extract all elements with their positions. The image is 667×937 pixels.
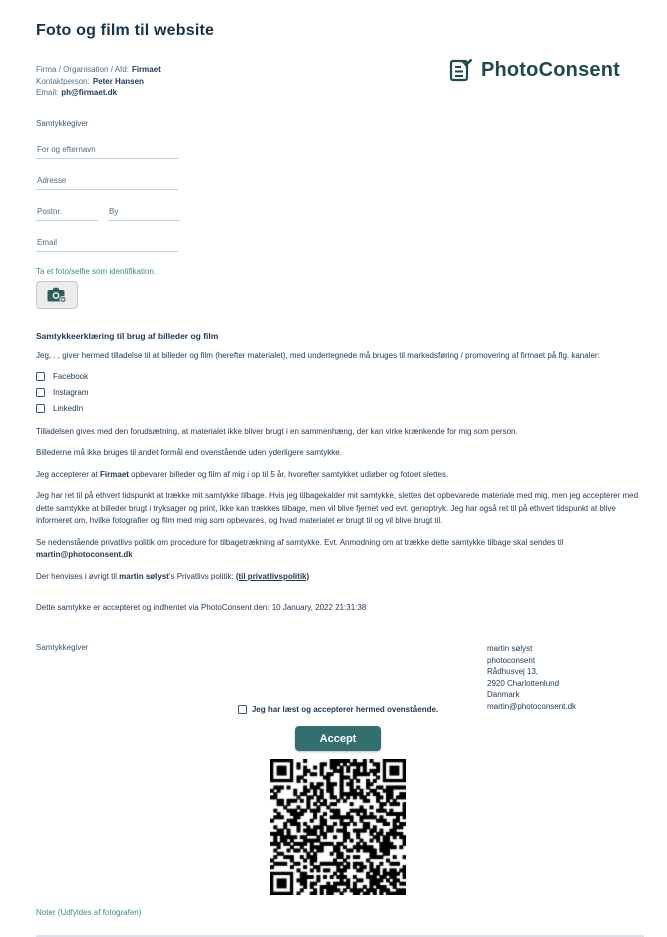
email-input[interactable] xyxy=(36,234,178,252)
privacy-policy-link[interactable]: (til privatlivspolitik) xyxy=(235,571,310,581)
address-field-wrap xyxy=(36,172,640,190)
signature-giver-label: Samtykkegiver xyxy=(36,643,89,652)
contact-value: Peter Hansen xyxy=(92,76,144,86)
accept-terms-checkbox[interactable] xyxy=(238,705,247,714)
p5-withdraw-email: martin@photoconsent.dk xyxy=(36,550,133,559)
p3-company-bold: Firmaet xyxy=(100,469,129,479)
p5-pre: Se nedenstående privatlivs politik om procedure for tilbagetrækning af samtykke. Evt. Anmodning om at trække dette samtykke tilbage skal sendes til xyxy=(36,537,564,547)
photoconsent-logo xyxy=(447,57,620,84)
consent-paragraph-1: Tilladelsen gives med den forudsætning, at materialet ikke bliver brugt i en sammenhæng, der kan virke krænkende for mig som person. xyxy=(36,426,518,436)
channel-checkbox-group xyxy=(36,369,640,417)
camera-plus-icon xyxy=(46,286,68,303)
contact-label: Kontaktperson: xyxy=(36,76,90,86)
channel-row-instagram xyxy=(36,385,640,401)
company-email-value: ph@firmaet.dk xyxy=(61,88,118,97)
issuer-country: Danmark xyxy=(487,690,520,699)
consent-paragraph-5 xyxy=(36,537,640,562)
linkedin-checkbox[interactable] xyxy=(36,404,45,413)
p3-pre: Jeg accepterer at xyxy=(36,469,101,479)
instagram-checkbox[interactable] xyxy=(36,388,45,397)
logo-wordmark: PhotoConsent xyxy=(480,59,620,81)
consent-declaration-heading: Samtykkeerklæring til brug af billeder og film xyxy=(36,330,219,341)
full-name-input[interactable] xyxy=(36,141,178,159)
consent-intro-text: Jeg, . , giver hermed tilladelse til at billeder og film (herefter materialet), med undertegnede må bruges til markedsføring / promovering af firmaet på flg. kanaler: xyxy=(36,350,600,360)
qr-code-wrap xyxy=(36,759,640,895)
consent-timestamp: Dette samtykke er accepteret og indhentet via PhotoConsent den: 10 January, 2022 21:31:38 xyxy=(36,603,367,612)
channel-row-facebook xyxy=(36,369,640,385)
issuer-company: photoconsent xyxy=(487,655,536,665)
issuer-name: martin sølyst xyxy=(487,644,533,653)
signature-row xyxy=(36,643,640,712)
facebook-checkbox[interactable] xyxy=(36,372,45,381)
p6-mid: 's Privatlivs politik: xyxy=(168,571,236,581)
zip-input[interactable] xyxy=(36,203,98,221)
p3-post: opbevarer billeder og film af mig i op til 5 år, hvorefter samtykket udløber og fotoet slettes. xyxy=(128,469,449,479)
linkedin-label: LinkedIn xyxy=(53,404,84,413)
notes-input[interactable] xyxy=(36,917,644,937)
consent-document-icon xyxy=(447,57,474,84)
consent-paragraph-6 xyxy=(36,571,640,584)
qr-code xyxy=(270,759,406,895)
take-photo-button[interactable] xyxy=(36,281,78,309)
accept-button-wrap xyxy=(36,726,640,751)
consent-paragraph-3 xyxy=(36,469,640,482)
facebook-label: Facebook xyxy=(53,372,89,381)
p6-issuer-name: martin sølyst xyxy=(119,571,169,581)
company-value: Firmaet xyxy=(131,65,161,74)
p6-pre: Der henvises i øvrigt til xyxy=(36,571,120,581)
consent-paragraph-2: Billederne må ikke bruges til andet formål end ovenstående uden yderligere samtykke. xyxy=(36,448,342,457)
page-title: Foto og film til website xyxy=(36,22,215,39)
accept-button[interactable]: Accept xyxy=(295,726,381,751)
accept-terms-label: Jeg har læst og accepterer hermed ovenstående. xyxy=(251,705,439,714)
notes-label: Noter (Udfyldes af fotografen) xyxy=(36,908,142,917)
instagram-label: Instagram xyxy=(53,388,89,397)
issuer-email: martin@photoconsent.dk xyxy=(487,701,577,711)
city-input[interactable] xyxy=(108,203,180,221)
address-input[interactable] xyxy=(36,172,178,190)
consent-paragraph-4: Jeg har ret til på ethvert tidspunkt at trække mit samtykke tilbage. Hvis jeg tilbagekalder mit samtykke, slettes det opbevarede materiale med mig, men jeg accepterer med dette samtykke at billeder brugt i tryksager og print, ikke kan trækkes tilbage, men vil blive fjernet ved evt. genoptryk. Jeg har også ret til på ethvert tidspunkt at blive informeret om, hvilke fotografier og film med mig som opbevares, og hvad materialet er brugt til og vil blive brugt til. xyxy=(36,491,639,525)
issuer-city: 2920 Charlottenlund xyxy=(487,678,560,688)
email-field-wrap xyxy=(36,234,640,252)
company-email-label: Email: xyxy=(36,88,59,97)
channel-row-linkedin xyxy=(36,401,640,417)
company-label: Firma / Organisation / Afd: xyxy=(36,65,129,74)
zip-city-row xyxy=(36,203,640,221)
issuer-address-block xyxy=(487,643,640,712)
issuer-street: Rådhusvej 13, xyxy=(487,667,539,676)
notes-section xyxy=(36,908,640,937)
photo-id-hint: Ta et foto/selfie som identifikation. xyxy=(36,266,157,276)
name-field-wrap xyxy=(36,141,640,159)
company-email-line xyxy=(36,87,640,99)
consent-giver-section-label: Samtykkegiver xyxy=(36,118,89,128)
